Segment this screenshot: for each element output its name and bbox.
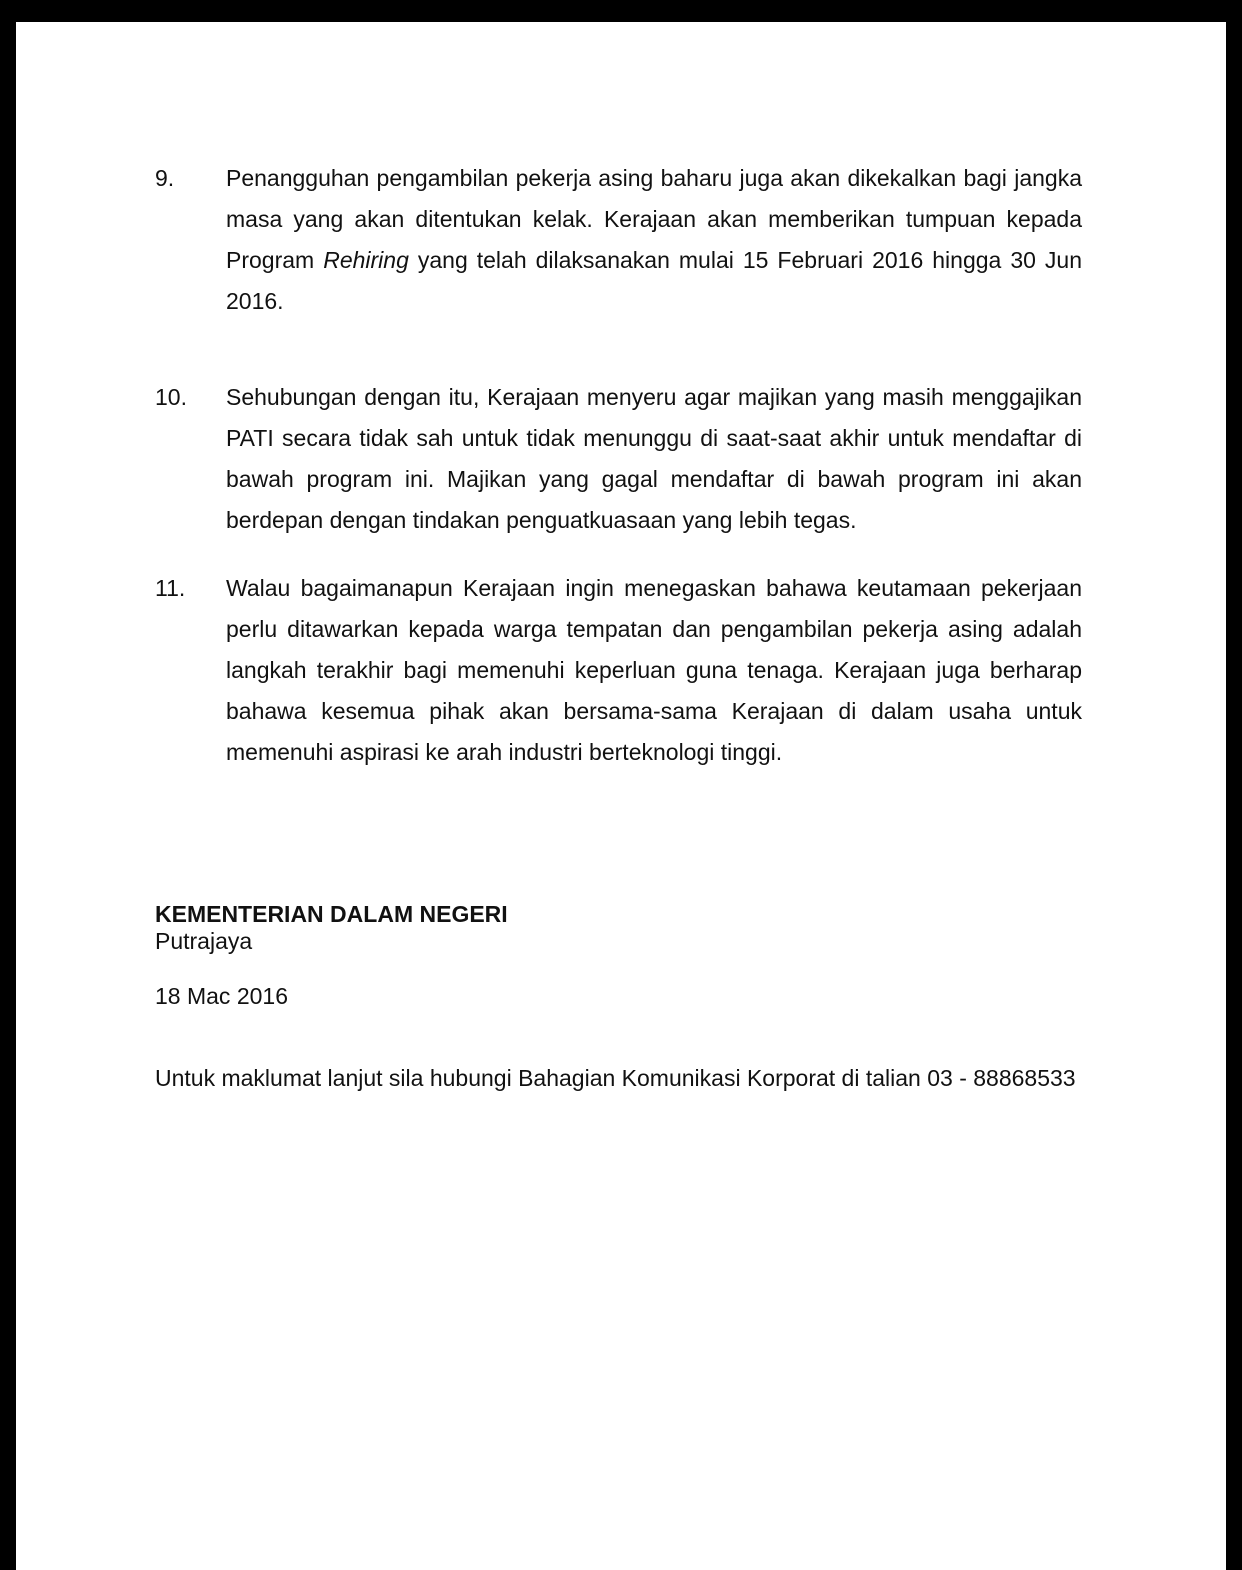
paragraph-text (226, 158, 1082, 322)
paragraph-10 (155, 377, 1082, 541)
italic-term: Rehiring (323, 247, 409, 273)
paragraph-9 (155, 158, 1082, 322)
paragraph-number: 10. (155, 384, 187, 410)
paragraph-text: Sehubungan dengan itu, Kerajaan menyeru agar majikan yang masih menggajikan PATI secara tidak sah untuk tidak menunggu di saat-saat akhir untuk mendaftar di bawah program ini. Majikan yang gagal mendaftar di bawah program ini akan berdepan dengan tindakan penguatkuasaan yang lebih tegas. (226, 384, 1082, 533)
contact-info: Untuk maklumat lanjut sila hubungi Bahagian Komunikasi Korporat di talian 03 - 88868533 (155, 1065, 1076, 1091)
issue-date: 18 Mac 2016 (155, 983, 288, 1009)
paragraph-text: Walau bagaimanapun Kerajaan ingin menegaskan bahawa keutamaan pekerjaan perlu ditawarkan kepada warga tempatan dan pengambilan pekerja asing adalah langkah terakhir bagi memenuhi keperluan guna tenaga. Kerajaan juga berharap bahawa kesemua pihak akan bersama-sama Kerajaan di dalam usaha untuk memenuhi aspirasi ke arah industri berteknologi tinggi. (226, 575, 1082, 765)
paragraph-text-start: Penangguhan pengambilan pekerja asing baharu juga akan dikekalkan bagi jangka masa yang akan ditentukan kelak. Kerajaan akan memberikan tumpuan kepada Program (226, 165, 1082, 273)
paragraph-text-end: yang telah dilaksanakan mulai 15 Februari 2016 hingga 30 Jun 2016. (226, 247, 1082, 314)
document-page (16, 22, 1226, 1570)
paragraph-number: 11. (155, 575, 186, 601)
city-name: Putrajaya (155, 928, 253, 954)
paragraph-number: 9. (155, 165, 175, 191)
ministry-name: KEMENTERIAN DALAM NEGERI (155, 901, 508, 927)
paragraph-11 (155, 568, 1082, 773)
